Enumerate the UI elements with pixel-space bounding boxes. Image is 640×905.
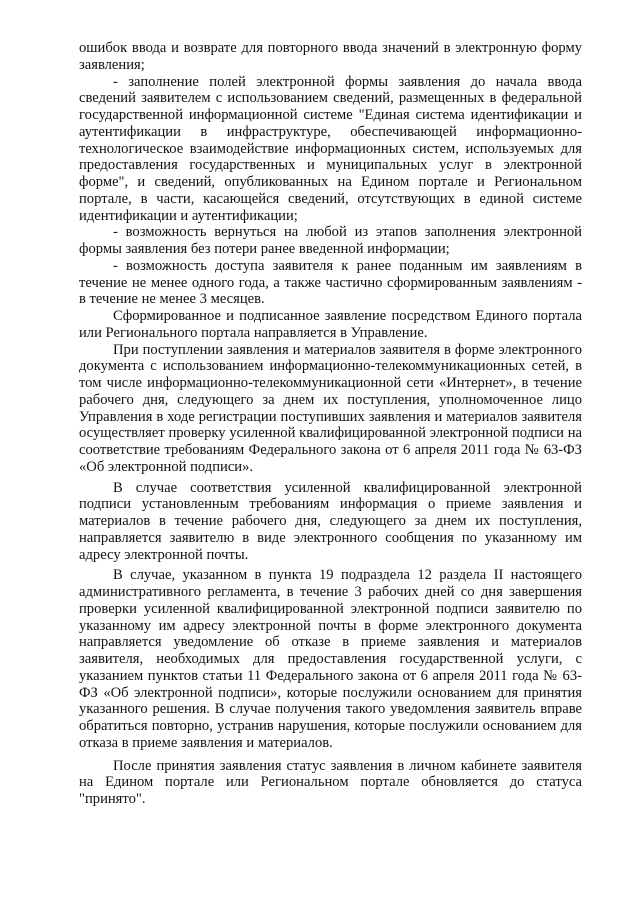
paragraph-submission: Сформированное и подписанное заявление посредством Единого портала или Регионального портала направляется в Управление. xyxy=(79,308,582,341)
paragraph-return-to-step: - возможность вернуться на любой из этапов заполнения электронной формы заявления без потери ранее введенной информации; xyxy=(79,224,582,257)
paragraph-acceptance-notice: В случае соответствия усиленной квалифицированной электронной подписи установленным требованиям информация о приеме заявления и материалов в течение рабочего дня, следующего за днем их поступления, направляется заявителю в виде электронного сообщения по указанному им адресу электронной почты. xyxy=(79,479,582,563)
paragraph-refusal-notice: В случае, указанном в пункта 19 подраздела 12 раздела II настоящего административного регламента, в течение 3 рабочих дней со дня завершения проверки усиленной квалифицированной электронной подписи заявителю по указанному им адресу электронной почты в форме электронного документа направляется уведомление об отказе в приеме заявления и материалов заявителя, необходимых для предоставления государственной услуги, с указанием пунктов статьи 11 Федерального закона от 6 апреля 2011 года № 63-ФЗ «Об электронной подписи», которые послужили основанием для принятия указанного решения. В случае получения такого уведомления заявитель вправе обратиться повторно, устранив нарушения, которые послужили основанием для отказа в приеме заявления и материалов. xyxy=(79,567,582,751)
paragraph-access-applications: - возможность доступа заявителя к ранее поданным им заявлениям в течение не менее одного года, а также частично сформированным заявлениям - в течение не менее 3 месяцев. xyxy=(79,257,582,308)
paragraph-input-errors: ошибок ввода и возврате для повторного ввода значений в электронную форму заявления; xyxy=(79,40,582,73)
paragraph-signature-check: При поступлении заявления и материалов заявителя в форме электронного документа с использованием информационно-телекоммуникационных сетей, в том числе информационно-телекоммуникационной сети «Интернет», в течение рабочего дня, следующего за днем их поступления, уполномоченное лицо Управления в ходе регистрации поступивших заявления и материалов заявителя осуществляет проверку усиленной квалифицированной электронной подписи на соответствие требованиям Федерального закона от 6 апреля 2011 года № 63-ФЗ «Об электронной подписи». xyxy=(79,341,582,475)
paragraph-status-update: После принятия заявления статус заявления в личном кабинете заявителя на Едином портале или Региональном портале обновляется до статуса "принято". xyxy=(79,757,582,807)
document-body xyxy=(79,40,582,808)
paragraph-prefill-fields: - заполнение полей электронной формы заявления до начала ввода сведений заявителем с использованием сведений, размещенных в федеральной государственной информационной системе "Единая система идентификации и аутентификации в инфраструктуре, обеспечивающей информационно-технологическое взаимодействие информационных систем, используемых для предоставления государственных и муниципальных услуг в электронной форме", и сведений, опубликованных на Едином портале и Региональном портале, в части, касающейся сведений, отсутствующих в единой системе идентификации и аутентификации; xyxy=(79,73,582,224)
